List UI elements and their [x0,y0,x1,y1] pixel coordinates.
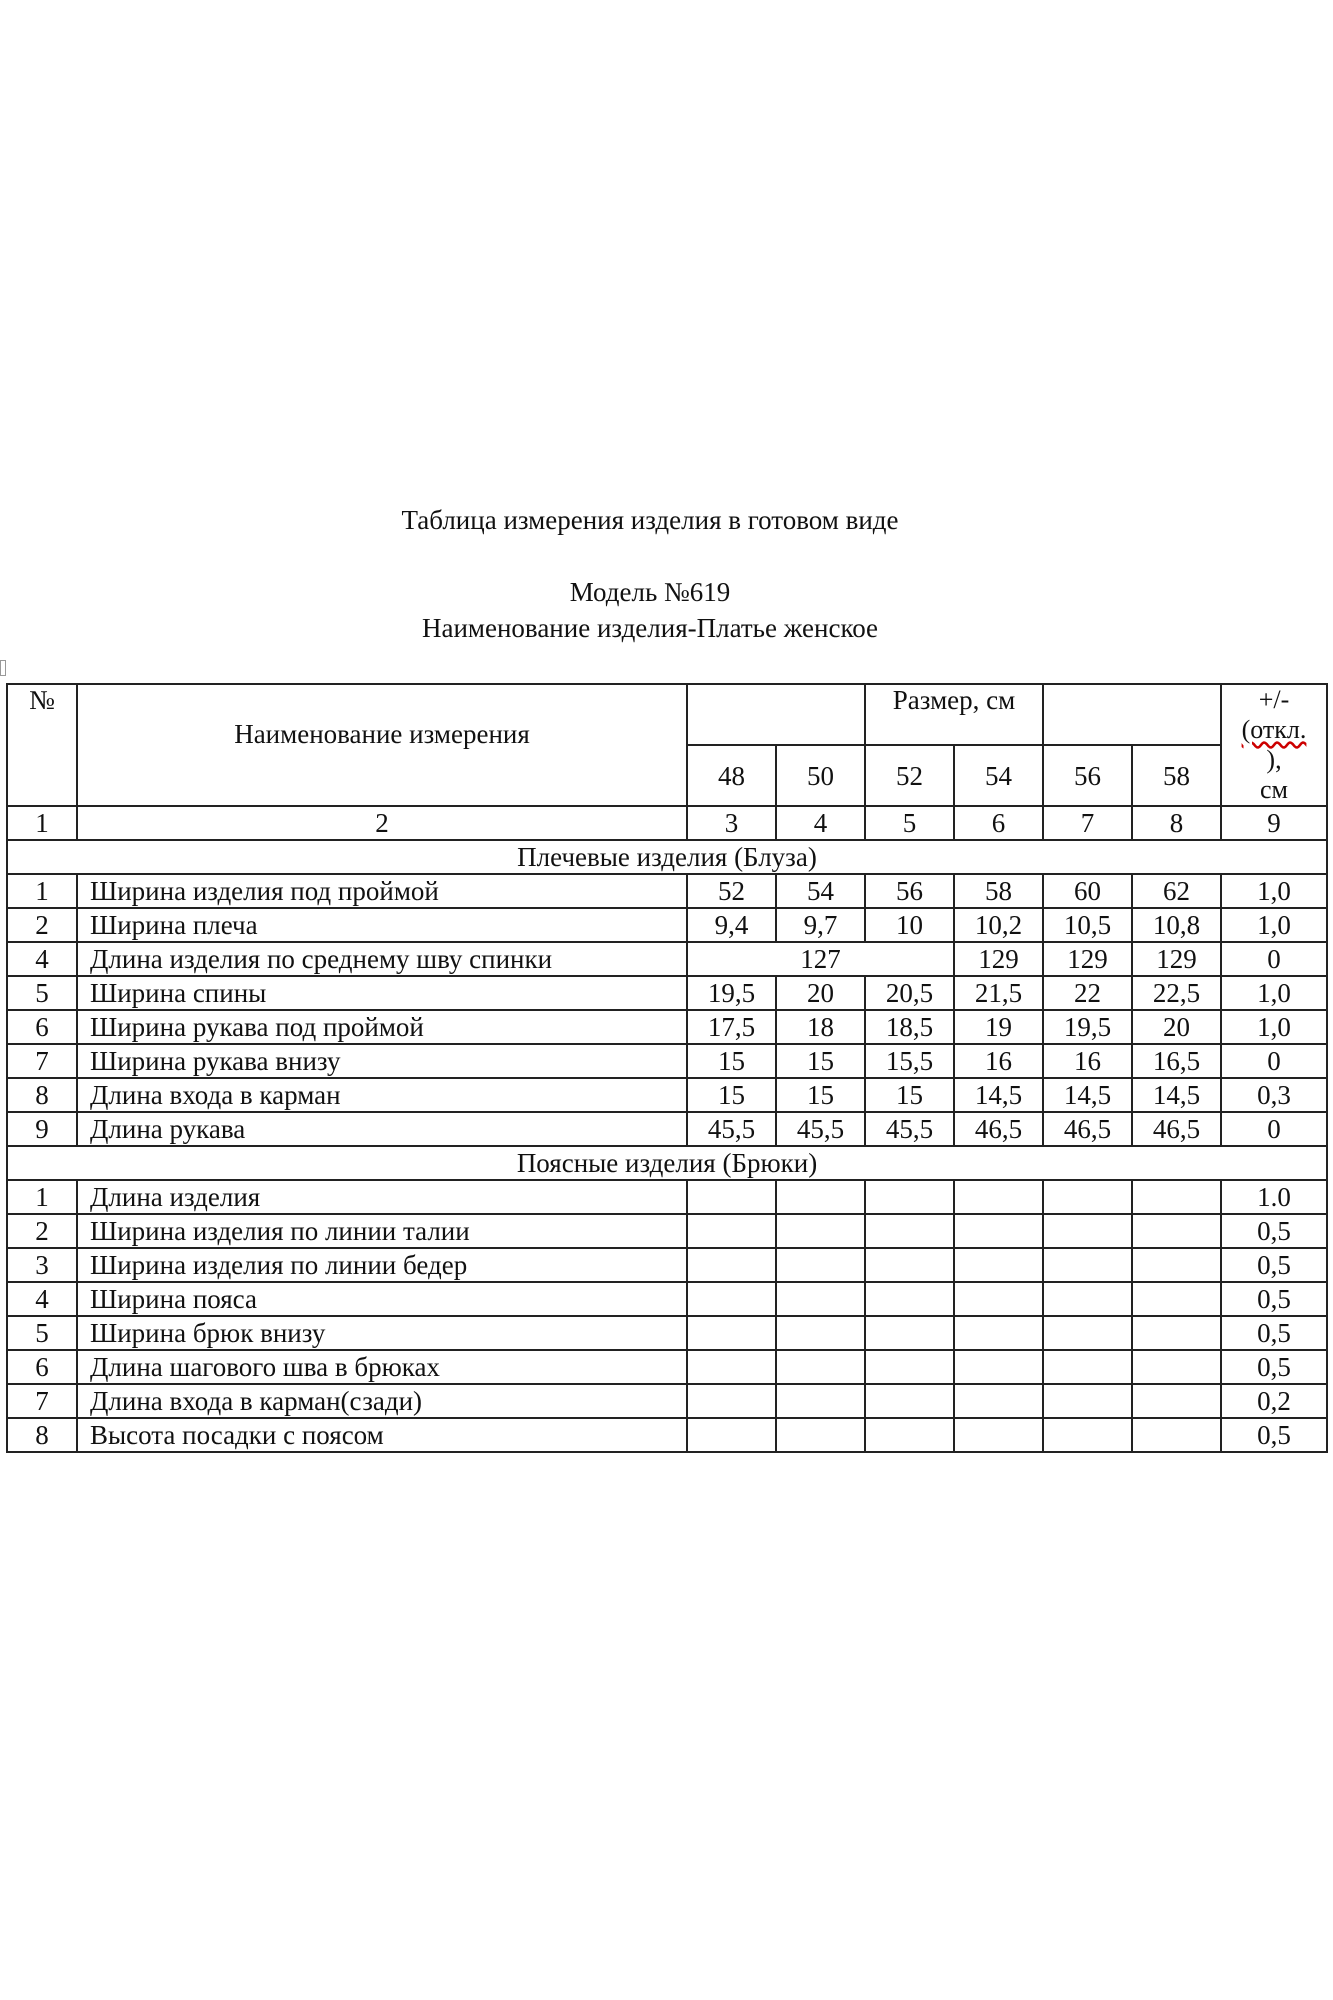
row-number: 2 [7,908,77,942]
tolerance-value: 0,5 [1221,1248,1327,1282]
size-value [1132,1418,1221,1452]
size-value: 19,5 [1043,1010,1132,1044]
size-value [1043,1282,1132,1316]
measurement-name: Ширина рукава под проймой [77,1010,687,1044]
size-value: 19 [954,1010,1043,1044]
measurement-name: Ширина рукава внизу [77,1044,687,1078]
tolerance-value: 0,5 [1221,1316,1327,1350]
size-value: 18 [776,1010,865,1044]
row-number: 7 [7,1384,77,1418]
section-title: Плечевые изделия (Блуза) [7,840,1327,874]
table-row [7,1112,1327,1146]
size-value: 17,5 [687,1010,776,1044]
row-number: 5 [7,976,77,1010]
size-value: 20 [1132,1010,1221,1044]
size-value: 56 [865,874,954,908]
row-number: 5 [7,1316,77,1350]
size-52: 52 [865,745,954,806]
tolerance-value: 0 [1221,1044,1327,1078]
tolerance-value: 1,0 [1221,908,1327,942]
size-value: 15,5 [865,1044,954,1078]
size-54: 54 [954,745,1043,806]
size-value [776,1384,865,1418]
column-number: 1 [7,806,77,840]
size-value: 54 [776,874,865,908]
header-size-group: Размер, см [865,684,1043,745]
column-number: 5 [865,806,954,840]
row-number: 8 [7,1418,77,1452]
size-value: 22 [1043,976,1132,1010]
tolerance-value: 1,0 [1221,976,1327,1010]
size-value [687,1282,776,1316]
table-row [7,1214,1327,1248]
measurement-name: Ширина плеча [77,908,687,942]
size-value [954,1180,1043,1214]
size-value [865,1248,954,1282]
size-value [1043,1180,1132,1214]
table-move-handle-icon[interactable] [0,660,6,676]
size-value [865,1418,954,1452]
size-value: 15 [687,1078,776,1112]
measurement-name: Высота посадки с поясом [77,1418,687,1452]
size-value: 10 [865,908,954,942]
size-value: 46,5 [1043,1112,1132,1146]
size-value [954,1282,1043,1316]
header-num: № [7,684,77,806]
measurement-name: Ширина спины [77,976,687,1010]
tolerance-line-2: (откл. [1241,715,1307,744]
section-header-row [7,1146,1327,1180]
tolerance-value: 1,0 [1221,874,1327,908]
header-row [7,684,1327,745]
table-row [7,942,1327,976]
size-value [954,1418,1043,1452]
size-value: 20,5 [865,976,954,1010]
size-value [1132,1282,1221,1316]
size-value [865,1282,954,1316]
size-value [1132,1180,1221,1214]
size-value: 60 [1043,874,1132,908]
size-value [687,1350,776,1384]
size-value: 20 [776,976,865,1010]
size-value: 15 [776,1078,865,1112]
size-value: 14,5 [954,1078,1043,1112]
size-value [687,1384,776,1418]
size-58: 58 [1132,745,1221,806]
size-value: 129 [954,942,1043,976]
size-value [1132,1214,1221,1248]
size-value [954,1214,1043,1248]
measurement-name: Длина шагового шва в брюках [77,1350,687,1384]
size-value: 45,5 [687,1112,776,1146]
column-number-row [7,806,1327,840]
tolerance-value: 0 [1221,942,1327,976]
size-value: 16 [954,1044,1043,1078]
size-value [776,1282,865,1316]
tolerance-value: 1,0 [1221,1010,1327,1044]
size-value: 9,4 [687,908,776,942]
size-value [954,1248,1043,1282]
table-row [7,1180,1327,1214]
table-row [7,1282,1327,1316]
row-number: 6 [7,1350,77,1384]
tolerance-value: 0,5 [1221,1418,1327,1452]
size-value: 45,5 [865,1112,954,1146]
measurement-name: Длина изделия по среднему шву спинки [77,942,687,976]
column-number: 6 [954,806,1043,840]
column-number: 9 [1221,806,1327,840]
header-measurement-name: Наименование измерения [77,684,687,806]
tolerance-line-4: см [1260,775,1288,804]
measurement-table [6,683,1328,1453]
header-tolerance [1221,684,1327,806]
size-value: 62 [1132,874,1221,908]
size-value [687,1316,776,1350]
size-value: 16 [1043,1044,1132,1078]
size-value [687,1214,776,1248]
table-row [7,1248,1327,1282]
size-value [1043,1350,1132,1384]
size-value [687,1248,776,1282]
size-value [954,1384,1043,1418]
measurement-name: Длина изделия [77,1180,687,1214]
size-value [865,1350,954,1384]
size-value [687,1418,776,1452]
measurement-name: Длина входа в карман [77,1078,687,1112]
size-value: 16,5 [1132,1044,1221,1078]
section-title: Поясные изделия (Брюки) [7,1146,1327,1180]
measurement-name: Длина рукава [77,1112,687,1146]
size-value [776,1418,865,1452]
size-value [776,1350,865,1384]
size-value [776,1180,865,1214]
size-value: 15 [687,1044,776,1078]
table-row [7,1044,1327,1078]
size-value: 58 [954,874,1043,908]
tolerance-line-3: ), [1266,745,1282,774]
size-value [954,1316,1043,1350]
measurement-name: Ширина пояса [77,1282,687,1316]
document-title: Таблица измерения изделия в готовом виде [401,505,899,535]
column-number: 7 [1043,806,1132,840]
row-number: 6 [7,1010,77,1044]
size-value [1132,1248,1221,1282]
model-number: Модель №619 [569,577,731,607]
row-number: 1 [7,1180,77,1214]
column-number: 3 [687,806,776,840]
size-value [1043,1418,1132,1452]
tolerance-value: 0,5 [1221,1350,1327,1384]
tolerance-value: 0,5 [1221,1214,1327,1248]
size-50: 50 [776,745,865,806]
row-number: 9 [7,1112,77,1146]
column-number: 8 [1132,806,1221,840]
section-header-row [7,840,1327,874]
table-row [7,1384,1327,1418]
tolerance-value: 1.0 [1221,1180,1327,1214]
size-48: 48 [687,745,776,806]
size-value [865,1384,954,1418]
merged-value: 127 [687,942,954,976]
size-value: 46,5 [954,1112,1043,1146]
table-row [7,1316,1327,1350]
table-row [7,976,1327,1010]
size-value [776,1248,865,1282]
size-value: 10,5 [1043,908,1132,942]
size-value: 45,5 [776,1112,865,1146]
size-value: 9,7 [776,908,865,942]
size-value [954,1350,1043,1384]
size-value: 14,5 [1043,1078,1132,1112]
size-value [865,1316,954,1350]
size-value [1132,1316,1221,1350]
row-number: 4 [7,942,77,976]
header-size-blank-2 [1043,684,1221,745]
tolerance-value: 0,2 [1221,1384,1327,1418]
table-row [7,1350,1327,1384]
size-value [1043,1248,1132,1282]
column-number: 4 [776,806,865,840]
measurement-name: Длина входа в карман(сзади) [77,1384,687,1418]
size-value: 129 [1043,942,1132,976]
tolerance-value: 0,3 [1221,1078,1327,1112]
size-value [1132,1350,1221,1384]
size-value: 22,5 [1132,976,1221,1010]
product-name: Наименование изделия-Платье женское [421,613,879,643]
size-value [1043,1214,1132,1248]
size-value: 46,5 [1132,1112,1221,1146]
size-value: 52 [687,874,776,908]
size-value: 15 [865,1078,954,1112]
measurement-name: Ширина брюк внизу [77,1316,687,1350]
size-value: 18,5 [865,1010,954,1044]
size-value: 10,2 [954,908,1043,942]
row-number: 7 [7,1044,77,1078]
table-row [7,908,1327,942]
measurement-name: Ширина изделия по линии бедер [77,1248,687,1282]
size-value: 15 [776,1044,865,1078]
size-value [865,1214,954,1248]
size-56: 56 [1043,745,1132,806]
table-row [7,1010,1327,1044]
tolerance-line-1: +/- [1258,685,1290,714]
size-value [865,1180,954,1214]
size-value: 129 [1132,942,1221,976]
row-number: 4 [7,1282,77,1316]
table-row [7,1418,1327,1452]
size-value: 19,5 [687,976,776,1010]
size-value [687,1180,776,1214]
size-value: 21,5 [954,976,1043,1010]
row-number: 8 [7,1078,77,1112]
measurement-name: Ширина изделия по линии талии [77,1214,687,1248]
column-number: 2 [77,806,687,840]
table-row [7,1078,1327,1112]
row-number: 2 [7,1214,77,1248]
size-value [1043,1316,1132,1350]
size-value: 10,8 [1132,908,1221,942]
table-row [7,874,1327,908]
size-value [1043,1384,1132,1418]
tolerance-value: 0 [1221,1112,1327,1146]
size-value [776,1214,865,1248]
size-value: 14,5 [1132,1078,1221,1112]
size-value [776,1316,865,1350]
measurement-name: Ширина изделия под проймой [77,874,687,908]
row-number: 3 [7,1248,77,1282]
row-number: 1 [7,874,77,908]
header-size-blank-1 [687,684,865,745]
size-value [1132,1384,1221,1418]
tolerance-value: 0,5 [1221,1282,1327,1316]
